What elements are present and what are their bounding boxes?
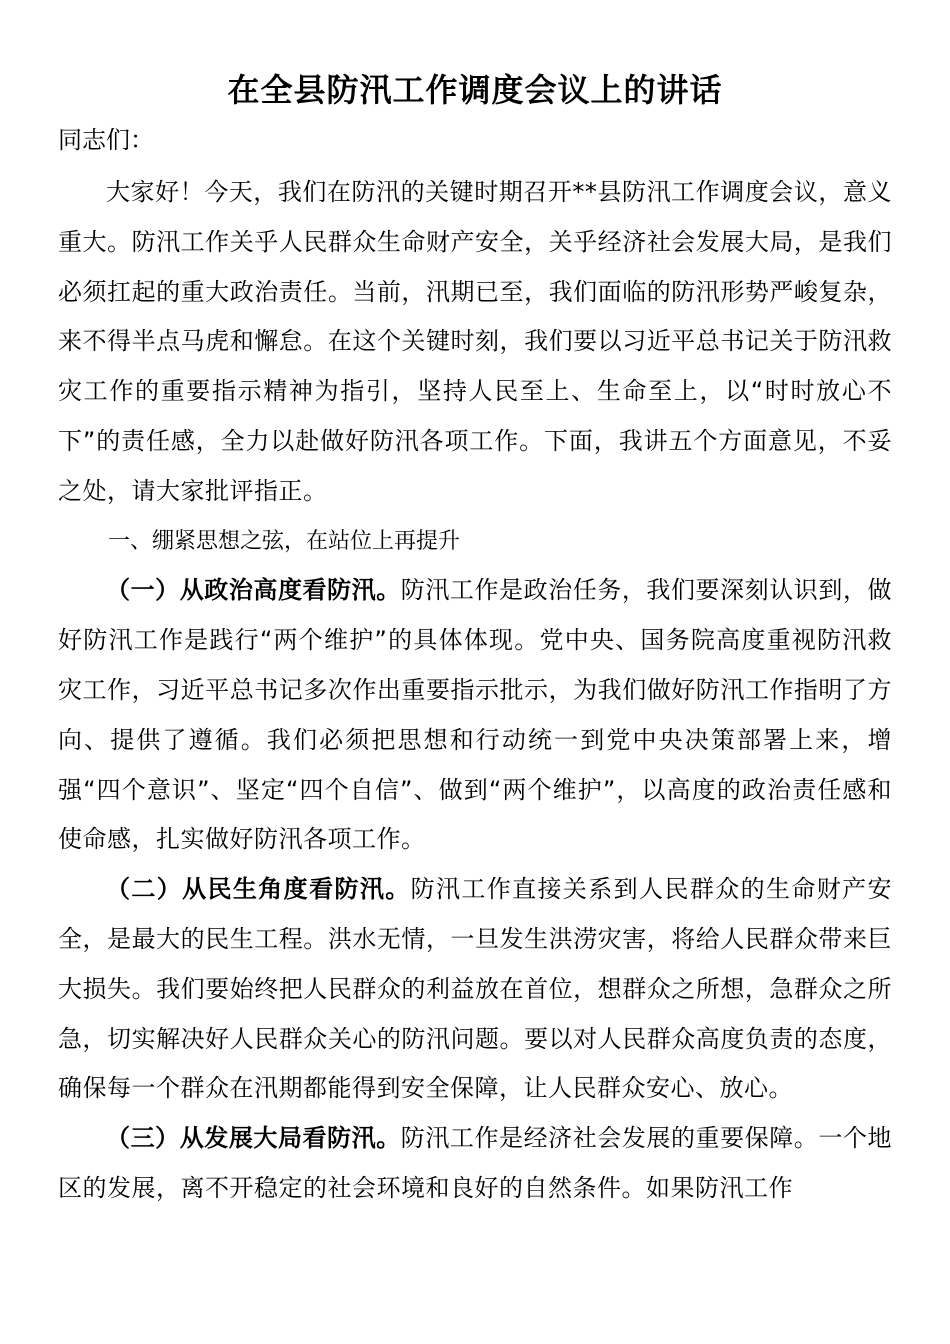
item-text-3: 防汛工作是经济社会发展的重要保障。一个地区的发展，离不开稳定的社会环境和良好的自然条件。如果防汛工作	[58, 1124, 893, 1202]
item-lead-1: （一）从政治高度看防汛。	[106, 576, 401, 605]
intro-paragraph: 大家好！今天，我们在防汛的关键时期召开**县防汛工作调度会议，意义重大。防汛工作关乎人民群众生命财产安全，关乎经济社会发展大局，是我们必须扛起的重大政治责任。当前，汛期已至，我们面临的防汛形势严峻复杂，来不得半点马虎和懈怠。在这个关键时刻，我们要以习近平总书记关于防汛救灾工作的重要指示精神为指引，坚持人民至上、生命至上，以“时时放心不下”的责任感，全力以赴做好防汛各项工作。下面，我讲五个方面意见，不妥之处，请大家批评指正。	[58, 178, 892, 505]
item-text-2: 防汛工作直接关系到人民群众的生命财产安全，是最大的民生工程。洪水无情，一旦发生洪涝灾害，将给人民群众带来巨大损失。我们要始终把人民群众的利益放在首位，想群众之所想，急群众之所急，切实解决好人民群众关心的防汛问题。要以对人民群众高度负责的态度，确保每一个群众在汛期都能得到安全保障，让人民群众安心、放心。	[58, 875, 893, 1103]
item-lead-2: （二）从民生角度看防汛。	[106, 875, 411, 904]
document-title: 在全县防汛工作调度会议上的讲话	[227, 71, 723, 109]
item-paragraph-2	[58, 865, 892, 1114]
salutation: 同志们：	[58, 126, 154, 154]
item-lead-3: （三）从发展大局看防汛。	[106, 1124, 401, 1153]
item-paragraph-3	[58, 1114, 892, 1214]
item-text-1: 防汛工作是政治任务，我们要深刻认识到，做好防汛工作是践行“两个维护”的具体体现。党中央、国务院高度重视防汛救灾工作，习近平总书记多次作出重要指示批示，为我们做好防汛工作指明了方向、提供了遵循。我们必须把思想和行动统一到党中央决策部署上来，增强“四个意识”、坚定“四个自信”、做到“两个维护”，以高度的政治责任感和使命感，扎实做好防汛各项工作。	[58, 576, 893, 854]
section-heading-1: 一、绷紧思想之弦，在站位上再提升	[108, 528, 461, 554]
item-paragraph-1	[58, 566, 892, 865]
